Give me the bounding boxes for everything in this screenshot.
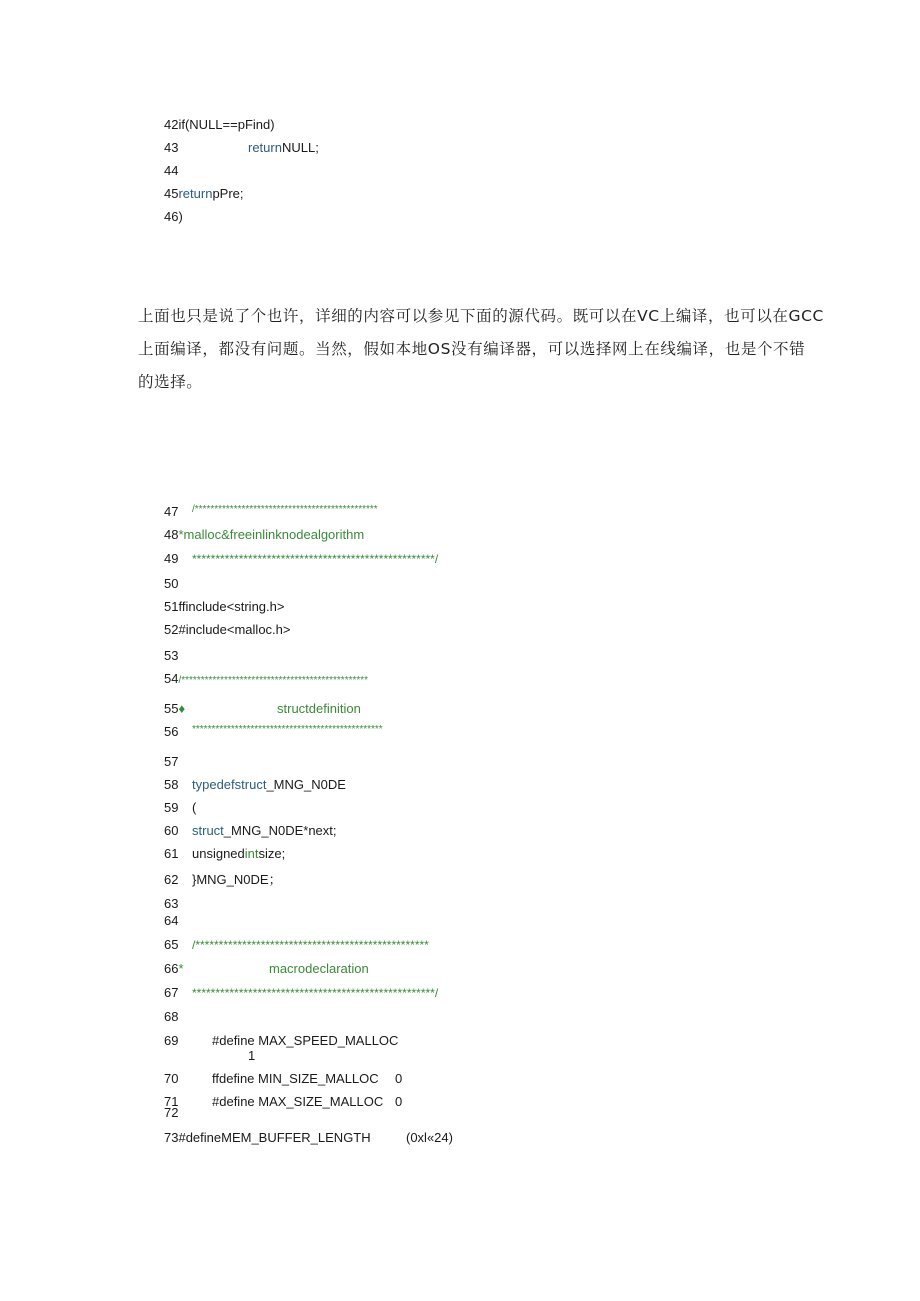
keyword-int: int [244, 846, 259, 861]
keyword-return: return [178, 186, 213, 201]
line-number: 71 [164, 1094, 179, 1109]
define-value: (0xl«24) [406, 1130, 453, 1145]
code-text: pPre; [212, 186, 244, 201]
code-text: _MNG_N0DE*next; [223, 823, 337, 838]
code-text: _MNG_N0DE [266, 777, 346, 792]
code-line-57: 57 [164, 754, 179, 769]
comment-text: macrodeclaration [269, 961, 369, 976]
code-line-64: 64 [164, 913, 179, 928]
line-number: 61 [164, 846, 179, 861]
line-number: 54 [164, 671, 179, 686]
code-line-50: 50 [164, 576, 179, 591]
define-value: 0 [395, 1071, 403, 1086]
line-number: 69 [164, 1033, 179, 1048]
line-number: 43 [164, 140, 179, 155]
comment-text: structdefinition [277, 701, 361, 716]
define-value: 1 [248, 1048, 256, 1063]
code-line-54 [164, 671, 368, 689]
line-number: 49 [164, 551, 179, 566]
code-line-59 [164, 800, 197, 816]
code-text: ffdefine MIN_SIZE_MALLOC [212, 1071, 379, 1086]
code-line-68: 68 [164, 1009, 179, 1024]
code-line-69 [164, 1033, 399, 1063]
line-number: 70 [164, 1071, 179, 1086]
line-number: 45 [164, 186, 179, 201]
line-number: 55 [164, 701, 179, 716]
comment: ****************************************************/ [192, 552, 439, 566]
code-text: NULL; [281, 140, 319, 155]
keyword-struct: struct [192, 823, 224, 838]
comment: * [178, 961, 184, 976]
line-number: 62 [164, 872, 179, 887]
code-line-51: 51ffinclude<string.h> [164, 599, 285, 614]
comment: ****************************************************/ [192, 986, 439, 1000]
line-number: 56 [164, 724, 179, 739]
body-paragraph [138, 300, 824, 399]
comment: /*********************************************** [192, 504, 378, 515]
code-line-61 [164, 846, 286, 862]
line-number: 59 [164, 800, 179, 815]
code-line-55 [164, 701, 361, 717]
code-line-70 [164, 1071, 403, 1087]
code-line-56 [164, 724, 383, 740]
code-text: #define MAX_SPEED_MALLOC [212, 1033, 399, 1048]
line-number: 66 [164, 961, 179, 976]
code-line-65 [164, 937, 429, 953]
keyword-typedef-struct: typedefstruct [192, 777, 267, 792]
code-line-44: 44 [164, 163, 179, 178]
line-number: 48 [164, 527, 179, 542]
paragraph-line-2: 上面编译，都没有问题。当然，假如本地OS没有编译器，可以选择网上在线编译，也是个不错 [138, 340, 806, 358]
line-number: 67 [164, 985, 179, 1000]
code-text: unsigned [192, 846, 245, 861]
code-text: ( [192, 800, 197, 815]
code-line-73 [164, 1130, 453, 1146]
code-text: }MNG_N0DE； [192, 872, 282, 887]
code-line-52: 52#include<malloc.h> [164, 622, 291, 637]
define-value: 0 [395, 1094, 403, 1109]
code-line-67 [164, 985, 439, 1001]
paragraph-line-1: 上面也只是说了个也许，详细的内容可以参见下面的源代码。既可以在VC上编译，也可以在GCC [138, 307, 824, 325]
keyword-return: return [248, 140, 282, 155]
code-text: size; [258, 846, 286, 861]
comment: /************************************************** [192, 938, 429, 952]
code-line-58 [164, 777, 346, 793]
code-line-49 [164, 551, 439, 567]
comment: *malloc&freeinlinknodealgorithm [178, 527, 365, 542]
code-line-42: 42if(NULL==pFind) [164, 117, 275, 132]
code-line-46: 46) [164, 209, 183, 224]
paragraph-line-3: 的选择。 [138, 373, 203, 391]
code-text: 73#defineMEM_BUFFER_LENGTH [164, 1130, 371, 1145]
line-number: 60 [164, 823, 179, 838]
line-number: 65 [164, 937, 179, 952]
code-line-53: 53 [164, 648, 179, 663]
code-line-48 [164, 527, 364, 543]
code-line-45 [164, 186, 244, 202]
code-line-43 [164, 140, 319, 156]
code-line-63: 63 [164, 896, 179, 911]
code-line-62 [164, 872, 282, 888]
line-number: 58 [164, 777, 179, 792]
code-line-72: 72 [164, 1105, 179, 1120]
code-line-60 [164, 823, 337, 839]
code-line-66 [164, 961, 369, 977]
comment: ************************************************* [192, 724, 383, 735]
line-number: 47 [164, 504, 179, 519]
code-line-47 [164, 504, 378, 520]
comment: ♦ [178, 701, 186, 716]
comment: /************************************************ [178, 675, 369, 686]
code-text: #define MAX_SIZE_MALLOC [212, 1094, 384, 1109]
